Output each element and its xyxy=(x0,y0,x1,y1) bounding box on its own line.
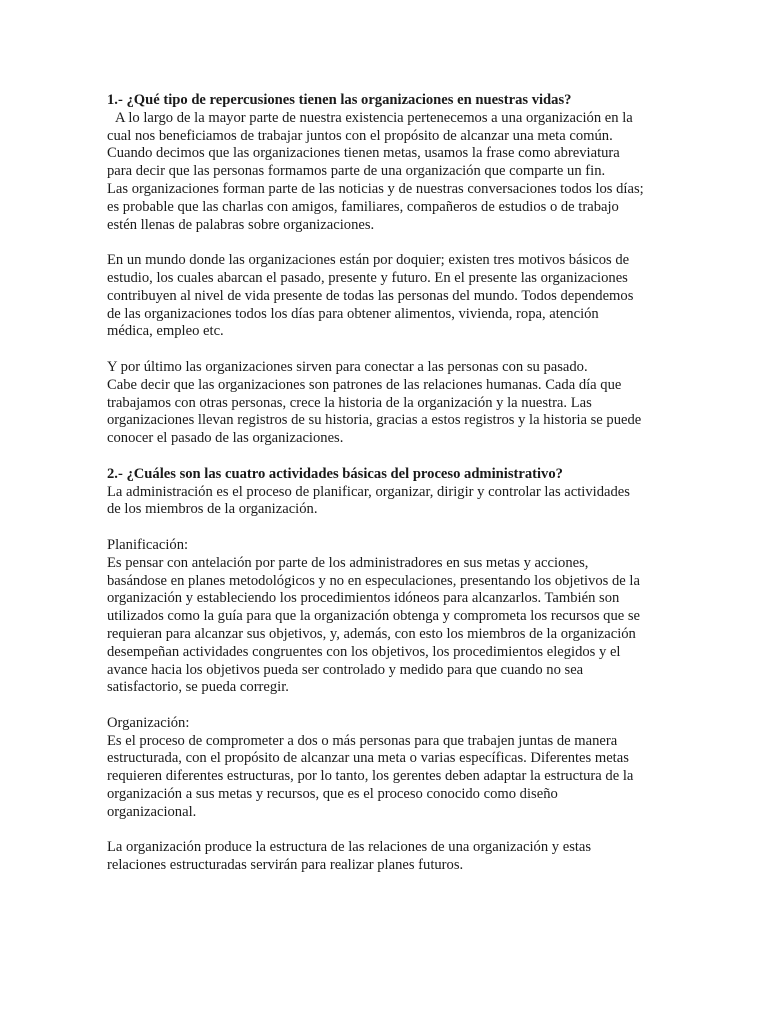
paragraph-line: para decir que las personas formamos parte de una organización que comparte un fin. xyxy=(107,163,606,180)
paragraph-spacer xyxy=(107,519,667,537)
paragraph-line: cual nos beneficiamos de trabajar juntos con el propósito de alcanzar una meta común. xyxy=(107,127,613,144)
paragraph-line: estructurada, con el propósito de alcanzar una meta o varias específicas. Diferentes metas xyxy=(107,750,629,767)
paragraph-line: de los miembros de la organización. xyxy=(107,501,318,518)
paragraph-line: Es el proceso de comprometer a dos o más personas para que trabajen juntas de manera xyxy=(107,732,618,749)
paragraph-spacer xyxy=(107,341,667,359)
organizacion-label: Organización: xyxy=(107,714,190,731)
paragraph-line: relaciones estructuradas servirán para realizar planes futuros. xyxy=(107,857,464,874)
paragraph-spacer xyxy=(107,697,667,715)
paragraph-line: Es pensar con antelación por parte de los administradores en sus metas y acciones, xyxy=(107,554,589,571)
paragraph-line: Y por último las organizaciones sirven para conectar a las personas con su pasado. xyxy=(107,358,588,375)
paragraph-line: médica, empleo etc. xyxy=(107,323,224,340)
paragraph-line: satisfactorio, se pueda corregir. xyxy=(107,679,289,696)
paragraph-line: desempeñan actividades congruentes con los objetivos, los procedimientos elegidos y el xyxy=(107,643,621,660)
document-page xyxy=(107,92,667,875)
paragraph-line: En un mundo donde las organizaciones están por doquier; existen tres motivos básicos de xyxy=(107,252,630,269)
paragraph-line: Cuando decimos que las organizaciones tienen metas, usamos la frase como abreviatura xyxy=(107,145,620,162)
paragraph-line: trabajamos con otras personas, crece la historia de la organización y la nuestra. Las xyxy=(107,394,592,411)
planificacion-label: Planificación: xyxy=(107,536,189,553)
paragraph-line: La administración es el proceso de planificar, organizar, dirigir y controlar las actividades xyxy=(107,483,630,500)
section-1-heading: 1.- ¿Qué tipo de repercusiones tienen las organizaciones en nuestras vidas? xyxy=(107,92,572,108)
paragraph-line: La organización produce la estructura de las relaciones de una organización y estas xyxy=(107,839,592,856)
paragraph-line: A lo largo de la mayor parte de nuestra existencia pertenecemos a una organización en la xyxy=(115,109,633,126)
paragraph-line: organización y estableciendo los procedimientos idóneos para alcanzarlos. También son xyxy=(107,590,620,607)
paragraph-line: estudio, los cuales abarcan el pasado, presente y futuro. En el presente las organizaciones xyxy=(107,269,628,286)
paragraph-line: requieran para alcanzar sus objetivos, y, además, con esto los miembros de la organización xyxy=(107,625,636,642)
paragraph-line: requieren diferentes estructuras, por lo tanto, los gerentes deben adaptar la estructura de la xyxy=(107,768,634,785)
paragraph-spacer xyxy=(107,234,667,252)
section-2-heading: 2.- ¿Cuáles son las cuatro actividades básicas del proceso administrativo? xyxy=(107,465,563,482)
paragraph-line: organización a sus metas y recursos, que es el proceso conocido como diseño xyxy=(107,786,558,803)
paragraph-line: es probable que las charlas con amigos, familiares, compañeros de estudios o de trabajo xyxy=(107,198,619,215)
paragraph-spacer xyxy=(107,448,667,466)
paragraph-line: organizacional. xyxy=(107,803,197,820)
paragraph-spacer xyxy=(107,822,667,840)
paragraph-line: contribuyen al nivel de vida presente de todas las personas del mundo. Todos dependemos xyxy=(107,287,634,304)
paragraph-line: Cabe decir que las organizaciones son patrones de las relaciones humanas. Cada día que xyxy=(107,376,622,393)
paragraph-line: utilizados como la guía para que la organización obtenga y comprometa los recursos que se xyxy=(107,608,641,625)
paragraph-line: conocer el pasado de las organizaciones. xyxy=(107,430,344,447)
paragraph-line: avance hacia los objetivos pueda ser controlado y medido para que cuando no sea xyxy=(107,661,584,678)
paragraph-line: Las organizaciones forman parte de las noticias y de nuestras conversaciones todos los días; xyxy=(107,180,644,197)
paragraph-line: organizaciones llevan registros de su historia, gracias a estos registros y la historia se puede xyxy=(107,412,642,429)
paragraph-line: estén llenas de palabras sobre organizaciones. xyxy=(107,216,375,233)
paragraph-line: de las organizaciones todos los días para obtener alimentos, vivienda, ropa, atención xyxy=(107,305,599,322)
paragraph-line: basándose en planes metodológicos y no en especulaciones, presentando los objetivos de la xyxy=(107,572,640,589)
